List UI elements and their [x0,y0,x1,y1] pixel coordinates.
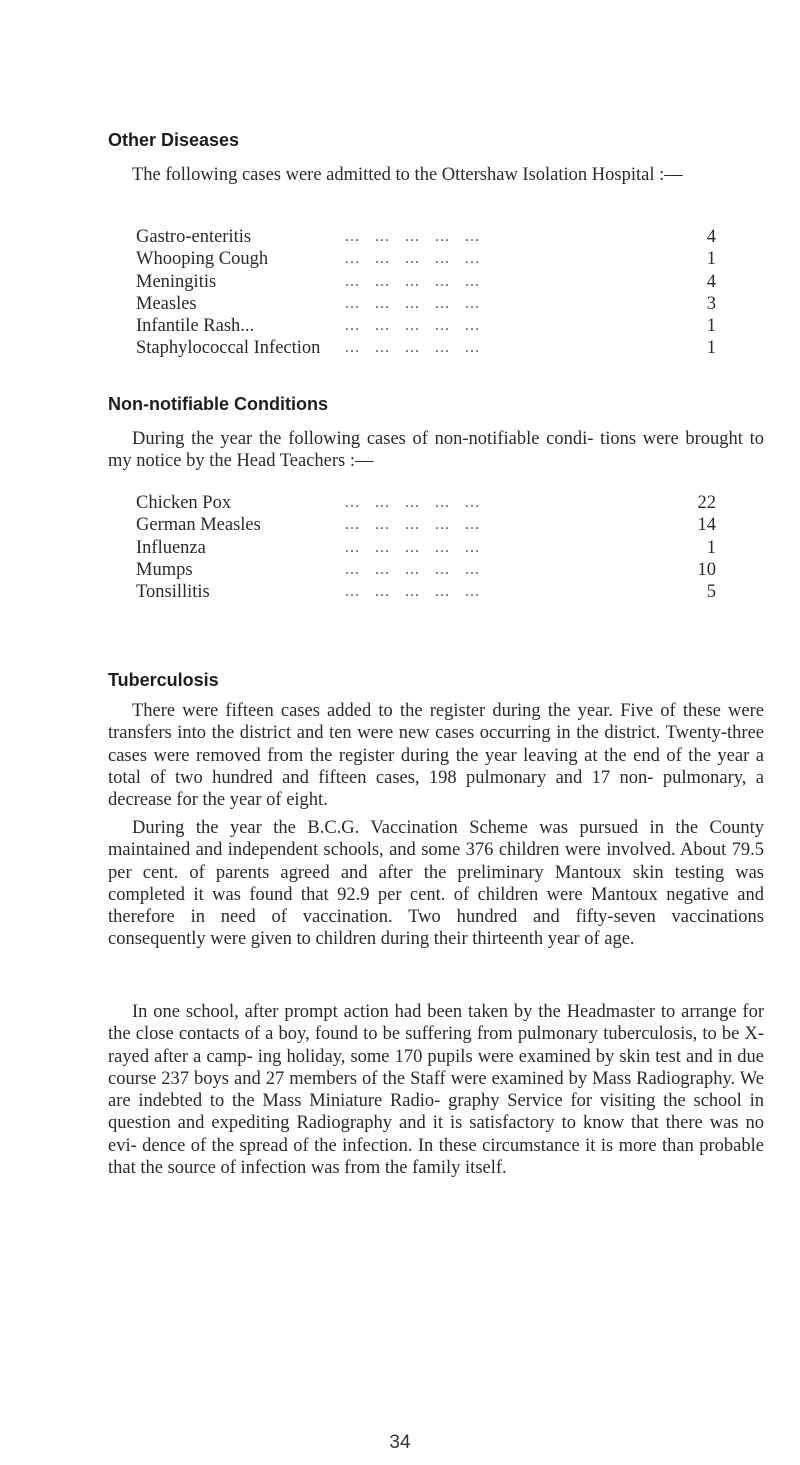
other-diseases-list [0,226,800,360]
list-item: Whooping Cough ... ... ... ... ... 1 [136,249,716,270]
list-item: Influenza ... ... ... ... ... 1 [136,537,716,558]
non-notifiable-list [0,492,800,603]
list-item: Tonsillitis ... ... ... ... ... 5 [136,582,716,603]
list-item: German Measles ... ... ... ... ... 14 [136,515,716,536]
list-item: Chicken Pox ... ... ... ... ... 22 [136,493,716,513]
non-notifiable-heading: Non-notifiable Conditions [108,394,328,414]
list-item: Staphylococcal Infection ... ... ... ... ... 1 [136,338,716,359]
tuberculosis-paragraph-1: There were fifteen cases added to the register during the year. Five of these were transfers into the district and ten were new cases occurring in the district. Twenty-three cases were removed from the register during the year leaving at the end of the year a total of two hundred and fifteen cases, 198 pulmonary and 17 non- pulmonary, a decrease for the year of eight. [108,701,764,811]
list-item: Infantile Rash... ... ... ... ... ... 1 [136,316,716,337]
list-item: Mumps ... ... ... ... ... 10 [136,559,716,580]
list-item: Meningitis ... ... ... ... ... 4 [136,271,716,292]
non-notifiable-intro: During the year the following cases of non-notifiable condi- tions were brought to my notice by the Head Teachers :— [108,429,764,472]
other-diseases-intro: The following cases were admitted to the Ottershaw Isolation Hospital :— [132,165,683,185]
tuberculosis-paragraph-2: During the year the B.C.G. Vaccination Scheme was pursued in the County maintained and independent schools, and some 376 children were involved. About 79.5 per cent. of parents agreed and after the preliminary Mantoux skin testing was completed it was found that 92.9 per cent. of children were Mantoux negative and therefore in need of vaccination. Two hundred and fifty-seven vaccinations consequently were given to children during their thirteenth year of age. [108,818,764,950]
page-number: 34 [389,1432,411,1453]
tuberculosis-paragraph-3: In one school, after prompt action had been taken by the Headmaster to arrange for the close contacts of a boy, found to be suffering from pulmonary tuberculosis, to be X-rayed after a camp- ing holiday, some 170 pupils were examined by skin test and in due course 237 boys and 27 members of the Staff were examined by Mass Radiography. We are indebted to the Mass Miniature Radio- graphy Service for visiting the school in question and expediting Radiography and it is satisfactory to know that there was no evi- dence of the spread of the infection. In these circumstance it is more than probable that the source of infection was from the family itself. [108,1002,764,1179]
other-diseases-heading: Other Diseases [108,130,240,150]
tuberculosis-heading: Tuberculosis [108,670,219,690]
list-item: Gastro-enteritis ... ... ... ... ... 4 [136,227,716,247]
list-item: Measles ... ... ... ... ... 3 [136,293,716,314]
